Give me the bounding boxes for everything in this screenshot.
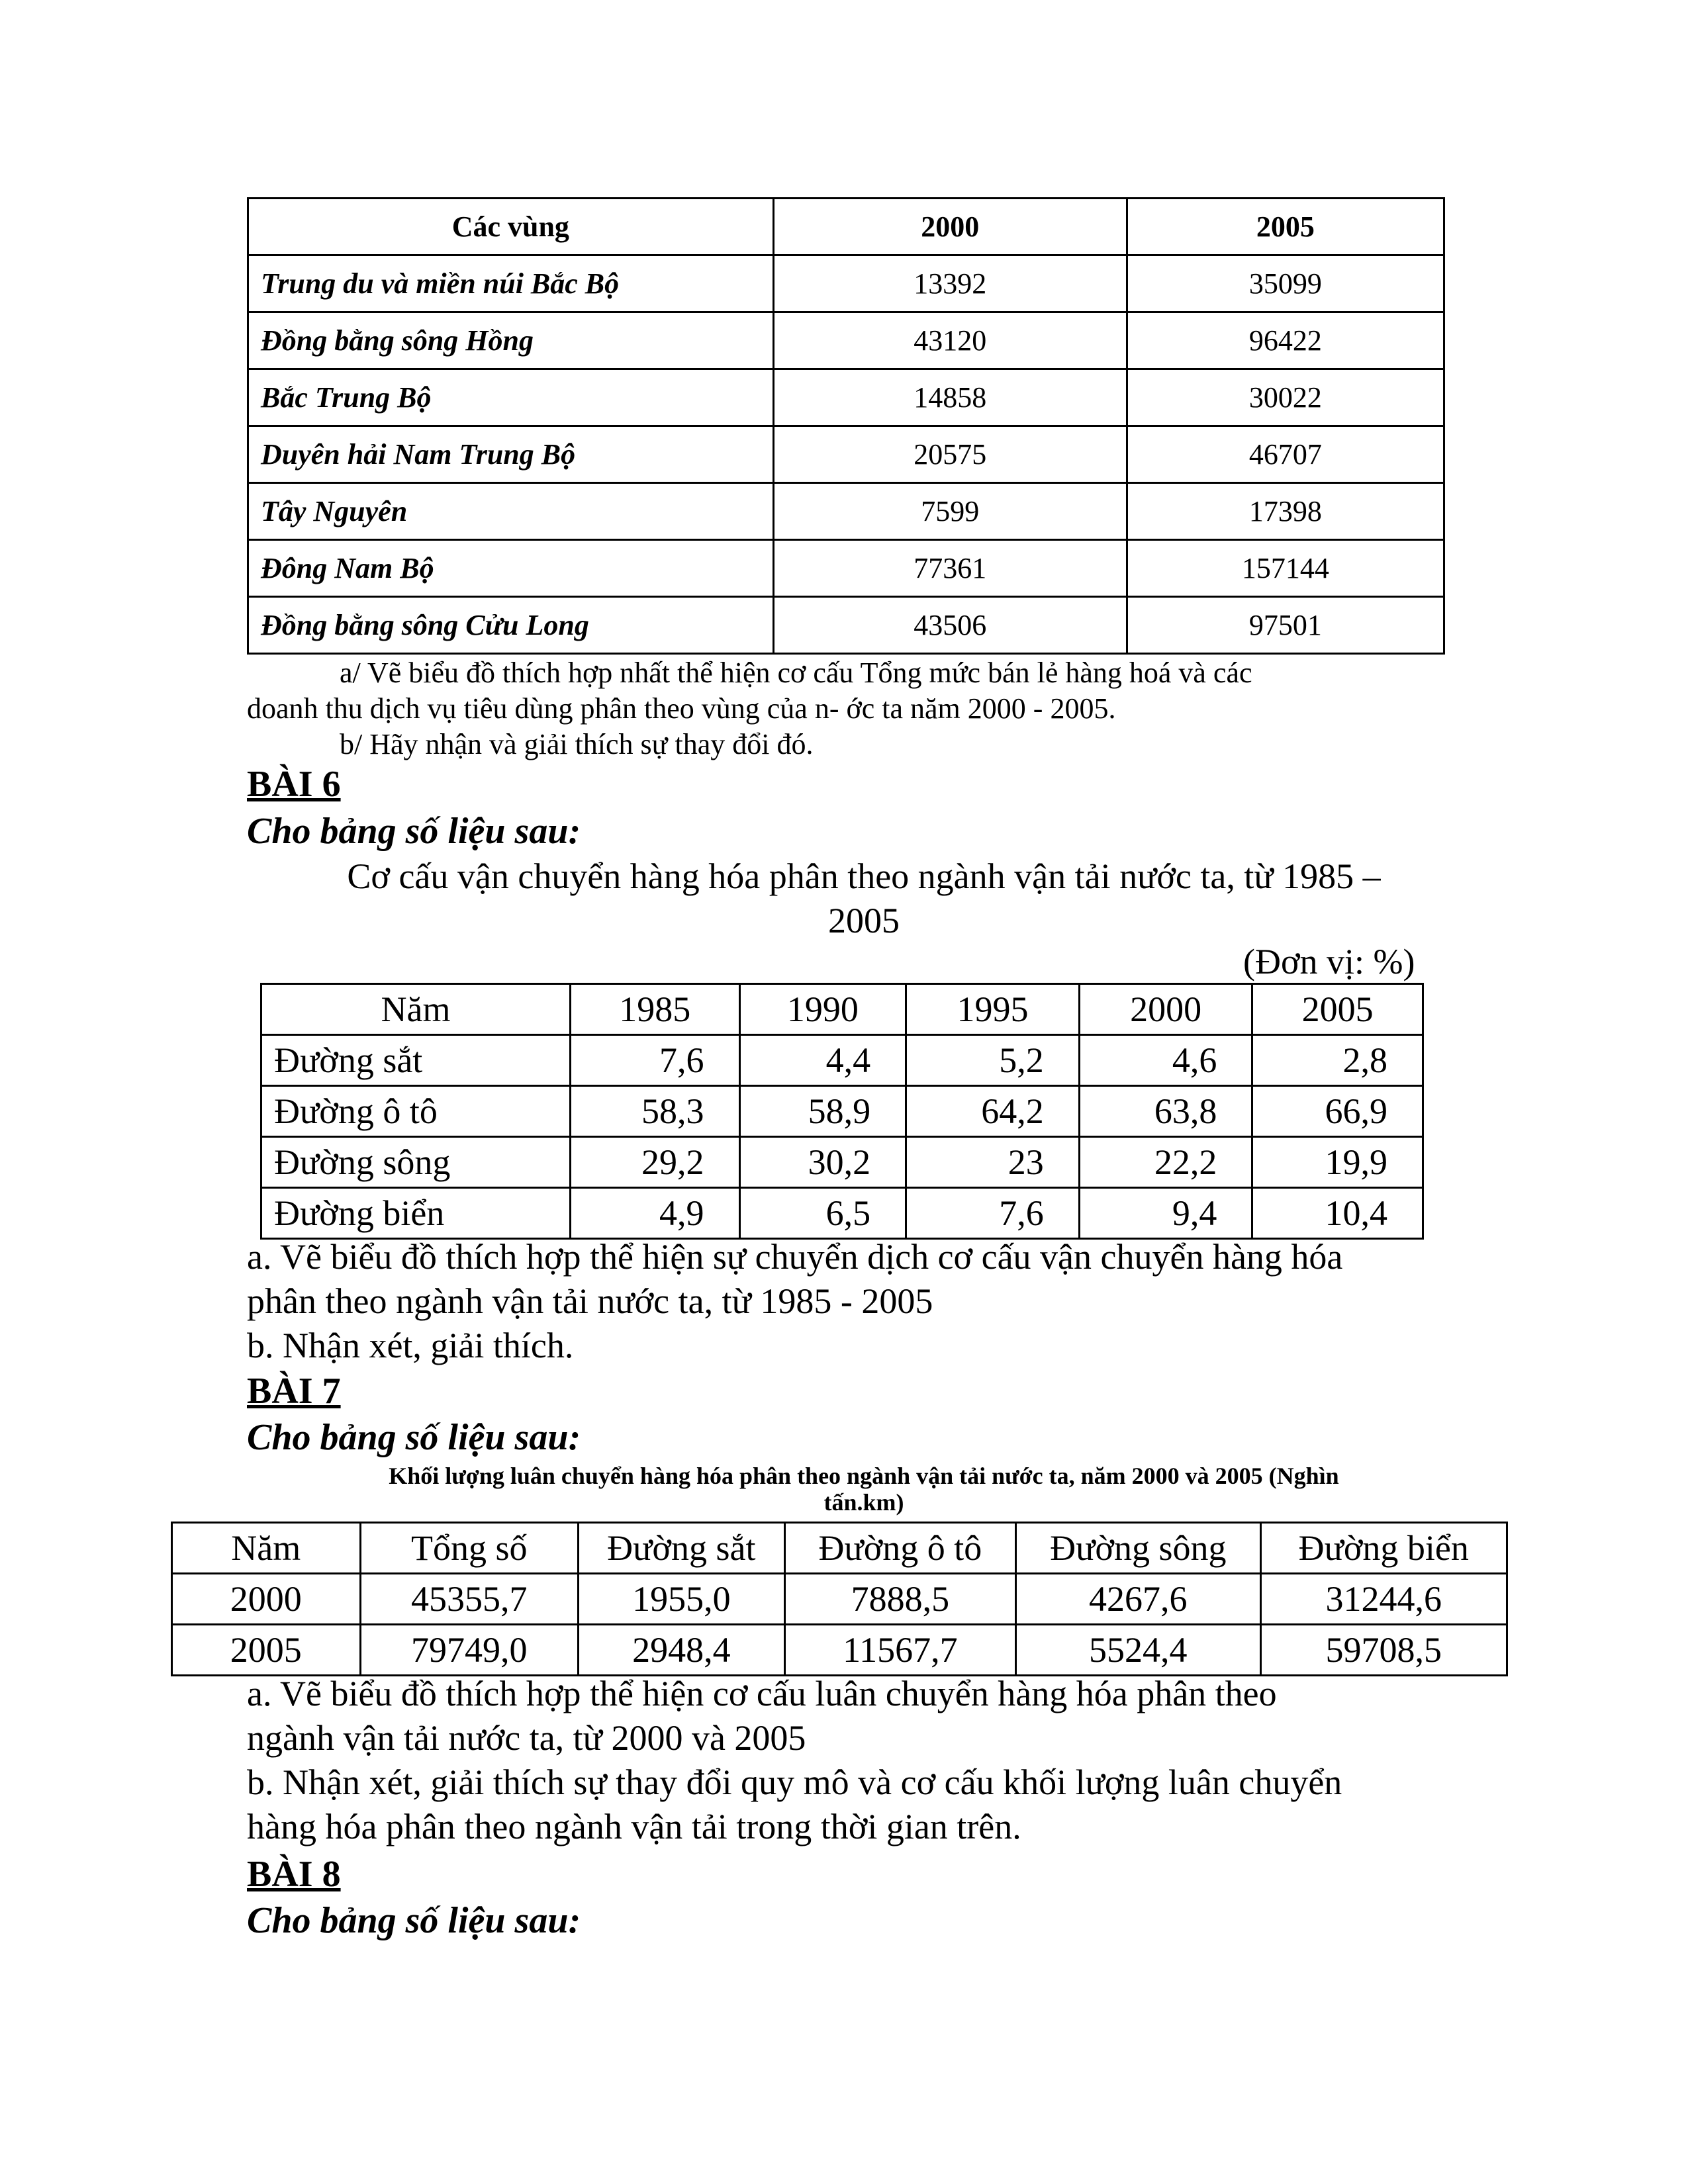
value-cell: 58,3 bbox=[570, 1086, 739, 1137]
header-cell: Đường ô tô bbox=[784, 1523, 1016, 1574]
mode-name: Đường sông bbox=[261, 1137, 571, 1188]
table-row bbox=[261, 1188, 1423, 1239]
bai7-question-a-line1: a. Vẽ biểu đồ thích hợp thể hiện cơ cấu luân chuyển hàng hóa phân theo bbox=[247, 1674, 1277, 1713]
value-cell: 14858 bbox=[773, 369, 1127, 426]
value-cell: 66,9 bbox=[1252, 1086, 1423, 1137]
value-cell: 9,4 bbox=[1079, 1188, 1252, 1239]
year-cell: 2005 bbox=[172, 1625, 361, 1676]
value-cell: 96422 bbox=[1127, 312, 1444, 369]
header-cell: Đường biển bbox=[1260, 1523, 1507, 1574]
value-cell: 46707 bbox=[1127, 426, 1444, 483]
table-row bbox=[261, 1137, 1423, 1188]
value-cell: 23 bbox=[906, 1137, 1080, 1188]
table-row bbox=[248, 597, 1444, 654]
value-cell: 4267,6 bbox=[1016, 1574, 1260, 1625]
value-cell: 43506 bbox=[773, 597, 1127, 654]
region-name: Đồng bằng sông Hồng bbox=[248, 312, 774, 369]
value-cell: 22,2 bbox=[1079, 1137, 1252, 1188]
freight-turnover-table bbox=[171, 1522, 1508, 1676]
value-cell: 7599 bbox=[773, 483, 1127, 540]
table-header-row bbox=[261, 984, 1423, 1035]
table-row bbox=[261, 1035, 1423, 1086]
region-name: Trung du và miền núi Bắc Bộ bbox=[248, 255, 774, 312]
header-cell: Năm bbox=[172, 1523, 361, 1574]
value-cell: 19,9 bbox=[1252, 1137, 1423, 1188]
value-cell: 4,6 bbox=[1079, 1035, 1252, 1086]
bai7-title-line1: Khối lượng luân chuyển hàng hóa phân theo ngành vận tải nước ta, năm 2000 và 2005 (Nghìn bbox=[389, 1463, 1339, 1489]
value-cell: 64,2 bbox=[906, 1086, 1080, 1137]
table-row bbox=[248, 312, 1444, 369]
bai7-question-b-line1: b. Nhận xét, giải thích sự thay đổi quy mô và cơ cấu khối lượng luân chuyển bbox=[247, 1762, 1342, 1802]
value-cell: 35099 bbox=[1127, 255, 1444, 312]
header-cell: Đường sông bbox=[1016, 1523, 1260, 1574]
value-cell: 31244,6 bbox=[1260, 1574, 1507, 1625]
table-header-row bbox=[248, 199, 1444, 255]
value-cell: 7888,5 bbox=[784, 1574, 1016, 1625]
value-cell: 2,8 bbox=[1252, 1035, 1423, 1086]
value-cell: 4,4 bbox=[739, 1035, 906, 1086]
table-row bbox=[172, 1574, 1507, 1625]
table-row bbox=[248, 255, 1444, 312]
region-name: Đông Nam Bộ bbox=[248, 540, 774, 597]
value-cell: 77361 bbox=[773, 540, 1127, 597]
value-cell: 43120 bbox=[773, 312, 1127, 369]
header-cell: 1985 bbox=[570, 984, 739, 1035]
bai6-question-b: b. Nhận xét, giải thích. bbox=[247, 1326, 574, 1365]
region-name: Bắc Trung Bộ bbox=[248, 369, 774, 426]
bai6-question-a-line1: a. Vẽ biểu đồ thích hợp thể hiện sự chuyển dịch cơ cấu vận chuyển hàng hóa bbox=[247, 1237, 1343, 1277]
value-cell: 5524,4 bbox=[1016, 1625, 1260, 1676]
bai5-question-b: b/ Hãy nhận và giải thích sự thay đổi đó. bbox=[340, 728, 814, 760]
value-cell: 97501 bbox=[1127, 597, 1444, 654]
bai7-title-line2: tấn.km) bbox=[823, 1489, 904, 1516]
value-cell: 7,6 bbox=[570, 1035, 739, 1086]
value-cell: 59708,5 bbox=[1260, 1625, 1507, 1676]
header-cell: 2000 bbox=[1079, 984, 1252, 1035]
table-row bbox=[172, 1625, 1507, 1676]
bai7-heading: BÀI 7 bbox=[247, 1371, 341, 1412]
mode-name: Đường biển bbox=[261, 1188, 571, 1239]
bai5-question-a-line1: a/ Vẽ biểu đồ thích hợp nhất thể hiện cơ cấu Tổng mức bán lẻ hàng hoá và các bbox=[340, 657, 1252, 689]
bai8-heading: BÀI 8 bbox=[247, 1854, 341, 1895]
mode-name: Đường ô tô bbox=[261, 1086, 571, 1137]
bai6-heading: BÀI 6 bbox=[247, 764, 341, 805]
value-cell: 45355,7 bbox=[360, 1574, 579, 1625]
region-name: Đồng bằng sông Cửu Long bbox=[248, 597, 774, 654]
transport-share-table bbox=[260, 983, 1424, 1240]
bai6-question-a-line2: phân theo ngành vận tải nước ta, từ 1985 - 2005 bbox=[247, 1281, 933, 1321]
value-cell: 17398 bbox=[1127, 483, 1444, 540]
bai6-title-line1: Cơ cấu vận chuyển hàng hóa phân theo ngành vận tải nước ta, từ 1985 – bbox=[347, 856, 1381, 896]
header-cell: Đường sắt bbox=[579, 1523, 785, 1574]
bai6-title-line2: 2005 bbox=[828, 901, 900, 940]
mode-name: Đường sắt bbox=[261, 1035, 571, 1086]
bai8-intro: Cho bảng số liệu sau: bbox=[247, 1900, 581, 1941]
header-cell: Các vùng bbox=[248, 199, 774, 255]
value-cell: 10,4 bbox=[1252, 1188, 1423, 1239]
value-cell: 157144 bbox=[1127, 540, 1444, 597]
value-cell: 4,9 bbox=[570, 1188, 739, 1239]
header-cell: 2005 bbox=[1127, 199, 1444, 255]
table-row bbox=[248, 426, 1444, 483]
value-cell: 13392 bbox=[773, 255, 1127, 312]
value-cell: 30022 bbox=[1127, 369, 1444, 426]
bai7-question-b-line2: hàng hóa phân theo ngành vận tải trong thời gian trên. bbox=[247, 1807, 1021, 1846]
value-cell: 7,6 bbox=[906, 1188, 1080, 1239]
header-cell: 2005 bbox=[1252, 984, 1423, 1035]
header-cell: Tổng số bbox=[360, 1523, 579, 1574]
region-name: Duyên hải Nam Trung Bộ bbox=[248, 426, 774, 483]
table-row bbox=[248, 540, 1444, 597]
value-cell: 58,9 bbox=[739, 1086, 906, 1137]
bai7-question-a-line2: ngành vận tải nước ta, từ 2000 và 2005 bbox=[247, 1718, 806, 1758]
header-cell: 2000 bbox=[773, 199, 1127, 255]
year-cell: 2000 bbox=[172, 1574, 361, 1625]
bai6-intro: Cho bảng số liệu sau: bbox=[247, 811, 581, 852]
value-cell: 63,8 bbox=[1079, 1086, 1252, 1137]
value-cell: 20575 bbox=[773, 426, 1127, 483]
header-cell: 1995 bbox=[906, 984, 1080, 1035]
value-cell: 11567,7 bbox=[784, 1625, 1016, 1676]
value-cell: 29,2 bbox=[570, 1137, 739, 1188]
value-cell: 5,2 bbox=[906, 1035, 1080, 1086]
region-name: Tây Nguyên bbox=[248, 483, 774, 540]
bai7-intro: Cho bảng số liệu sau: bbox=[247, 1417, 581, 1458]
header-cell: 1990 bbox=[739, 984, 906, 1035]
value-cell: 6,5 bbox=[739, 1188, 906, 1239]
regional-retail-table bbox=[247, 197, 1445, 655]
table-row bbox=[261, 1086, 1423, 1137]
header-cell: Năm bbox=[261, 984, 571, 1035]
value-cell: 79749,0 bbox=[360, 1625, 579, 1676]
value-cell: 2948,4 bbox=[579, 1625, 785, 1676]
table-header-row bbox=[172, 1523, 1507, 1574]
table-row bbox=[248, 369, 1444, 426]
value-cell: 1955,0 bbox=[579, 1574, 785, 1625]
table-row bbox=[248, 483, 1444, 540]
value-cell: 30,2 bbox=[739, 1137, 906, 1188]
bai6-unit: (Đơn vị: %) bbox=[1243, 942, 1415, 981]
bai5-question-a-line2: doanh thu dịch vụ tiêu dùng phân theo vùng của n- ớc ta năm 2000 - 2005. bbox=[247, 692, 1116, 725]
